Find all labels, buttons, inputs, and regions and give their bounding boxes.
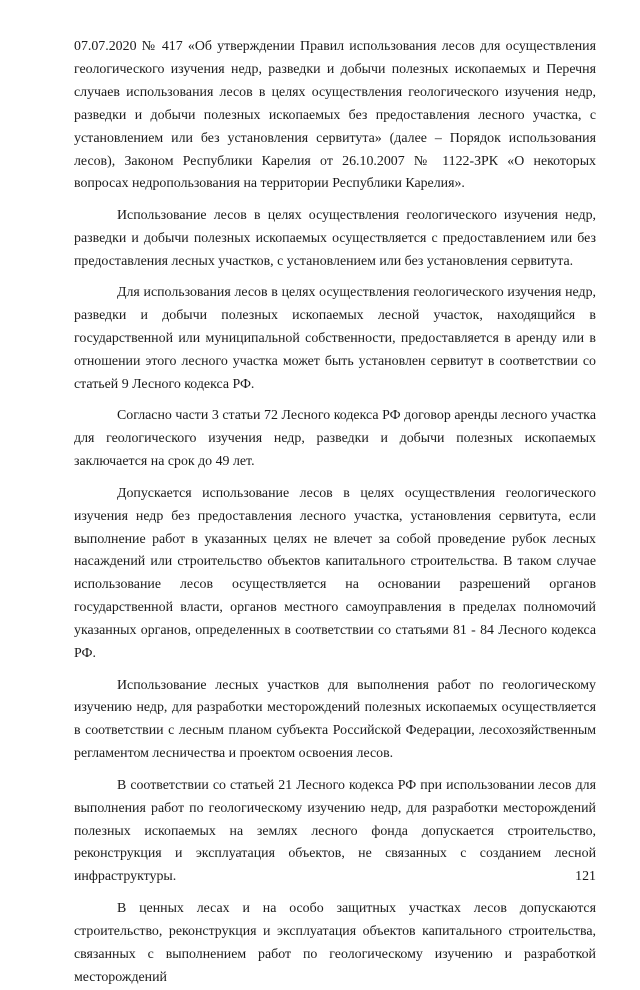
paragraph-5: Допускается использование лесов в целях осуществления геологического изучения недр без предоставления лесного участка, установления сервитута, если выполнение работ в указанных целях не влечет за собой проведение рубок лесных насаждений или строительство объектов капитального строительства. В таком случае использование лесов осуществляется на основании разрешений органов государственной власти, органов местного самоуправления в пределах полномочий указанных органов, определенных в соответствии со статьями 81 - 84 Лесного кодекса РФ. — [74, 485, 596, 662]
paragraph-4: Согласно части 3 статьи 72 Лесного кодекса РФ договор аренды лесного участка для геологического изучения недр, разведки и добычи полезных ископаемых заключается на срок до 49 лет. — [74, 408, 596, 470]
paragraph-6: Использование лесных участков для выполнения работ по геологическому изучению недр, для разработки месторождений полезных ископаемых осуществляется в соответствии с лесным планом субъекта Российской Федерации, лесохозяйственным регламентом лесничества и проектом освоения лесов. — [74, 677, 596, 762]
paragraph-1: 07.07.2020 № 417 «Об утверждении Правил использования лесов для осуществления геологического изучения недр, разведки и добычи полезных ископаемых и Перечня случаев использования лесов в целях осуществления геологического изучения недр, разведки и добычи полезных ископаемых без предоставления лесного участка, с установлением или без установления сервитута» (далее – Порядок использования лесов), Законом Республики Карелия от 26.10.2007 № 1122-ЗРК «О некоторых вопросах недропользования на территории Республики Карелия». — [74, 39, 596, 192]
paragraph-2: Использование лесов в целях осуществления геологического изучения недр, разведки и добычи полезных ископаемых осуществляется с предоставлением или без предоставления лесных участков, с установлением или без установления сервитута. — [74, 207, 596, 269]
paragraph-7: В соответствии со статьей 21 Лесного кодекса РФ при использовании лесов для выполнения работ по геологическому изучению недр, для разработки месторождений полезных ископаемых на землях лесного фонда допускается строительство, реконструкция и эксплуатация объектов, не связанных с созданием лесной инфраструктуры. — [74, 777, 596, 885]
paragraph-3: Для использования лесов в целях осуществления геологического изучения недр, разведки и добычи полезных ископаемых лесной участок, находящийся в государственной или муниципальной собственности, предоставляется в аренду или в отношении этого лесного участка может быть установлен сервитут в соответствии со статьей 9 Лесного кодекса РФ. — [74, 285, 596, 392]
document-body — [74, 36, 596, 990]
page-number: 121 — [575, 869, 596, 884]
paragraph-8: В ценных лесах и на особо защитных участках лесов допускаются строительство, реконструкция и эксплуатация объектов капитального строительства, связанных с выполнением работ по геологическому изучению и разработкой месторождений — [74, 900, 596, 985]
